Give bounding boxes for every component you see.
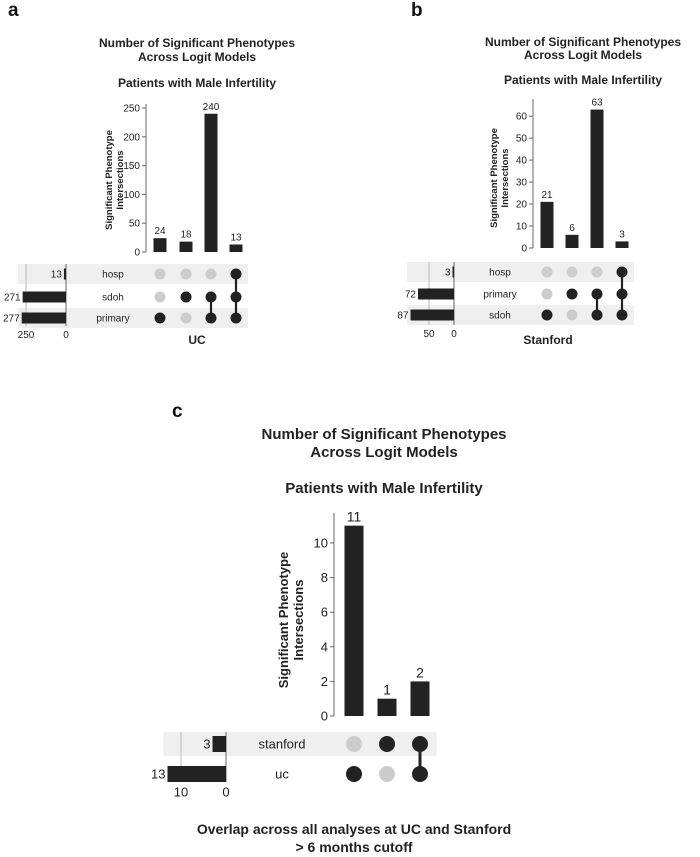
panel-label: b xyxy=(411,0,423,21)
y-tick-label: 4 xyxy=(320,639,328,655)
y-tick-label: 150 xyxy=(123,161,140,173)
intersection-bar xyxy=(230,245,243,252)
y-axis-label: Significant PhenotypeIntersections xyxy=(104,130,126,230)
y-tick-label: 2 xyxy=(320,673,328,689)
matrix-dot-active xyxy=(592,289,603,300)
set-size-tick-label: 10 xyxy=(173,784,189,800)
y-tick-label: 50 xyxy=(128,218,140,230)
chart-title: Number of Significant Phenotypes Across Logit Models xyxy=(261,426,507,461)
set-name-label: primary xyxy=(96,313,130,325)
bar-value-label: 21 xyxy=(541,189,553,201)
set-size-tick-label: 250 xyxy=(17,330,35,341)
set-size-tick-label: 50 xyxy=(423,329,435,340)
intersection-bar xyxy=(616,241,629,248)
y-tick-label: 0 xyxy=(521,243,527,255)
matrix-dot-inactive xyxy=(542,289,553,300)
matrix-dot-inactive xyxy=(379,766,395,782)
bar-value-label: 18 xyxy=(180,229,192,241)
matrix-dot-active xyxy=(592,310,603,321)
bar-value-label: 3 xyxy=(619,229,625,241)
matrix-dot-active xyxy=(567,289,578,300)
matrix-dot-inactive xyxy=(155,269,166,280)
bar-value-label: 24 xyxy=(154,226,166,238)
chart-subtitle: Patients with Male Infertility xyxy=(503,73,663,87)
chart-subtitle: Patients with Male Infertility xyxy=(117,76,277,90)
chart-title: Number of Significant Phenotypes Across Logit Models xyxy=(484,35,682,62)
set-name-label: sdoh xyxy=(102,292,124,304)
matrix-dot-active xyxy=(379,736,395,752)
matrix-dot-active xyxy=(617,267,628,278)
set-size-bar xyxy=(213,736,227,752)
matrix-dot-active xyxy=(617,310,628,321)
matrix-dot-inactive xyxy=(542,267,553,278)
y-tick-label: 40 xyxy=(515,155,527,167)
bar-value-label: 6 xyxy=(569,222,575,234)
y-tick-label: 30 xyxy=(515,177,527,189)
set-name-label: sdoh xyxy=(489,310,511,322)
bar-value-label: 63 xyxy=(591,97,603,109)
intersection-bar xyxy=(411,681,430,716)
matrix-dot-inactive xyxy=(567,267,578,278)
y-tick-label: 20 xyxy=(515,199,527,211)
set-size-bar xyxy=(64,269,66,280)
matrix-dot-active xyxy=(412,736,428,752)
y-tick-label: 60 xyxy=(515,111,527,123)
matrix-dot-active xyxy=(346,766,362,782)
set-size-tick-label: 0 xyxy=(451,329,457,340)
intersection-bar xyxy=(378,699,397,716)
set-name-label: stanford xyxy=(258,736,306,752)
set-size-tick-label: 0 xyxy=(63,330,69,341)
y-tick-label: 10 xyxy=(313,535,328,551)
intersection-bar xyxy=(205,114,218,252)
set-size-bar xyxy=(453,267,455,278)
matrix-dot-inactive xyxy=(346,736,362,752)
bar-value-label: 13 xyxy=(230,232,242,244)
intersection-bar xyxy=(180,242,193,252)
intersection-bar xyxy=(591,110,604,248)
set-size-label: 3 xyxy=(203,736,211,752)
panel-label: c xyxy=(172,401,183,422)
intersection-bar xyxy=(345,526,364,716)
matrix-dot-active xyxy=(206,313,217,324)
matrix-dot-active xyxy=(542,310,553,321)
y-tick-label: 6 xyxy=(320,604,328,620)
matrix-dot-inactive xyxy=(592,267,603,278)
intersection-bar xyxy=(154,238,167,252)
matrix-dot-active xyxy=(155,313,166,324)
intersection-bar xyxy=(566,235,579,248)
set-size-label: 87 xyxy=(397,310,409,322)
set-size-bar xyxy=(411,310,455,321)
set-size-label: 271 xyxy=(3,292,21,304)
bar-value-label: 1 xyxy=(383,681,391,698)
y-tick-label: 100 xyxy=(123,189,140,201)
x-axis-label: UC xyxy=(188,333,206,347)
bar-value-label: 240 xyxy=(202,101,220,113)
bar-value-label: 11 xyxy=(346,508,362,525)
upset-panel-c xyxy=(151,401,511,855)
set-size-bar xyxy=(168,766,227,782)
intersection-bar xyxy=(541,202,554,248)
matrix-dot-inactive xyxy=(206,269,217,280)
y-tick-label: 0 xyxy=(320,708,328,724)
set-size-bar xyxy=(22,313,66,324)
matrix-dot-inactive xyxy=(181,313,192,324)
panel-label: a xyxy=(8,0,19,21)
matrix-dot-inactive xyxy=(181,269,192,280)
upset-panel-b xyxy=(397,0,681,347)
set-size-tick-label: 0 xyxy=(222,784,230,800)
set-size-label: 277 xyxy=(2,313,20,325)
matrix-dot-inactive xyxy=(155,292,166,303)
y-tick-label: 8 xyxy=(320,570,328,586)
matrix-dot-active xyxy=(181,292,192,303)
set-name-label: primary xyxy=(483,289,517,301)
y-tick-label: 200 xyxy=(123,132,140,144)
y-tick-label: 50 xyxy=(515,133,527,145)
matrix-dot-inactive xyxy=(567,310,578,321)
matrix-dot-active xyxy=(231,292,242,303)
y-tick-label: 250 xyxy=(123,103,140,115)
y-axis-label: Significant PhenotypeIntersections xyxy=(276,551,306,689)
matrix-dot-active xyxy=(617,289,628,300)
y-tick-label: 0 xyxy=(134,247,140,259)
set-name-label: hosp xyxy=(102,269,124,281)
x-axis-label: Overlap across all analyses at UC and Stanford > 6 months cutoff xyxy=(196,821,512,855)
set-name-label: hosp xyxy=(489,267,511,279)
set-size-label: 13 xyxy=(151,766,166,782)
matrix-dot-active xyxy=(231,313,242,324)
matrix-dot-active xyxy=(231,269,242,280)
y-axis-label: Significant PhenotypeIntersections xyxy=(489,128,511,228)
matrix-dot-active xyxy=(412,766,428,782)
set-name-label: uc xyxy=(275,766,289,782)
set-size-bar xyxy=(418,289,454,300)
set-size-bar xyxy=(23,292,66,303)
chart-subtitle: Patients with Male Infertility xyxy=(285,480,483,497)
set-size-label: 13 xyxy=(50,269,62,281)
set-size-label: 3 xyxy=(444,267,451,279)
x-axis-label: Stanford xyxy=(523,333,573,347)
matrix-dot-active xyxy=(206,292,217,303)
y-tick-label: 10 xyxy=(515,221,527,233)
set-size-label: 72 xyxy=(404,289,416,301)
upset-panel-a xyxy=(3,0,295,347)
chart-title: Number of Significant Phenotypes Across Logit Models xyxy=(98,36,296,64)
bar-value-label: 2 xyxy=(416,664,424,681)
